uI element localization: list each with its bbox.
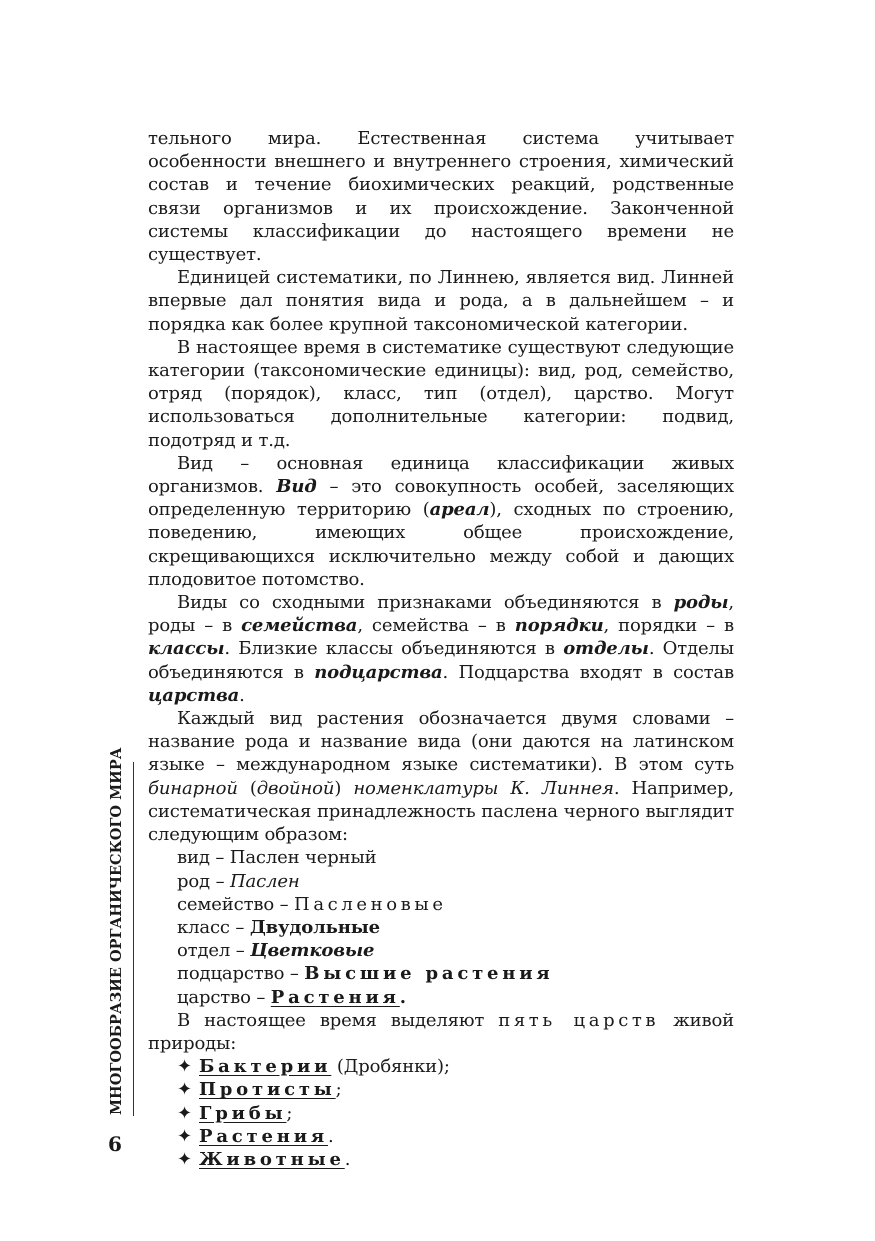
- text: (: [237, 777, 257, 799]
- term-vid: Вид: [276, 476, 317, 498]
- label: род –: [177, 870, 230, 892]
- kingdom-item-bacteria: [148, 1055, 734, 1078]
- term-otdely: отделы: [563, 638, 649, 660]
- kingdom-item-fungi: [148, 1102, 734, 1125]
- text: ), сходных по строению, поведению, имеющих общее происхождение, скрещивающихся исключительно между собой и дающих плодовитое потомство.: [148, 499, 734, 590]
- side-vertical-rule: [133, 762, 134, 1116]
- text: , порядки – в: [603, 615, 734, 637]
- text: Вид – основная единица классификации живых организмов.: [148, 452, 734, 498]
- text: живой природы:: [148, 1009, 734, 1054]
- taxonomy-family: [148, 893, 734, 916]
- paragraph-6: [148, 707, 734, 846]
- term-areal: ареал: [429, 499, 490, 521]
- label: семейство –: [177, 893, 295, 915]
- value: Паслен черный: [229, 847, 377, 869]
- paragraph-7: [148, 1009, 734, 1055]
- text: , семейства – в: [357, 615, 515, 637]
- text: . Например, систематическая принадлежность паслена черного выглядит следующим образом:: [148, 777, 734, 846]
- taxonomy-kingdom: [148, 986, 734, 1009]
- term-klassy: классы: [148, 638, 225, 660]
- term-podtsarstva: подцарства: [314, 661, 443, 683]
- kingdom-suffix: ;: [335, 1079, 342, 1101]
- side-section-title: МНОГООБРАЗИЕ ОРГАНИЧЕСКОГО МИРА: [108, 747, 125, 1115]
- term-semeystva: семейства: [241, 615, 358, 637]
- kingdom-name: Бактерии: [199, 1056, 332, 1078]
- label: класс –: [177, 916, 250, 938]
- term-poryadki: порядки: [514, 615, 604, 637]
- term-five-kingdoms: пять царств: [498, 1009, 660, 1031]
- kingdom-suffix: (Дробянки);: [331, 1056, 450, 1078]
- kingdom-suffix: .: [328, 1125, 334, 1147]
- taxonomy-class: [148, 916, 734, 939]
- value: Паслен: [230, 870, 300, 892]
- paragraph-1: тельного мира. Естественная система учитывает особенности внешнего и внутреннего строения, химический состав и течение биохимических реакций, родственные связи организмов и их происхождение. Законченной системы классификации до настоящего времени не существует.: [148, 128, 734, 266]
- text: .: [239, 684, 245, 706]
- kingdom-name: Протисты: [199, 1079, 336, 1101]
- text: ): [334, 777, 354, 799]
- star-bullet-icon: ✦: [177, 1102, 192, 1124]
- kingdom-suffix: ;: [286, 1102, 293, 1124]
- kingdom-item-protists: [148, 1078, 734, 1101]
- text: . Подцарства входят в состав: [442, 661, 734, 683]
- period: .: [399, 986, 406, 1008]
- term-binary: бинарной: [148, 777, 238, 799]
- star-bullet-icon: ✦: [177, 1079, 192, 1101]
- text: – это совокупность особей, заселяющих определенную территорию (: [148, 476, 734, 521]
- star-bullet-icon: ✦: [177, 1148, 192, 1170]
- paragraph-4: [148, 452, 734, 591]
- term-tsarstva: царства: [148, 684, 240, 706]
- paragraph-2: Единицей систематики, по Линнею, является вид. Линней впервые дал понятия вида и рода, а в дальнейшем – и порядка как более крупной таксономической категории.: [148, 267, 734, 335]
- taxonomy-species: [148, 846, 734, 869]
- value: Цветковые: [250, 940, 375, 962]
- text: . Близкие классы объединяются в: [224, 638, 564, 660]
- value: Двудольные: [249, 916, 380, 938]
- taxonomy-genus: [148, 870, 734, 893]
- kingdom-item-animals: [148, 1148, 734, 1171]
- term-nomenclature: номенклатуры К. Линнея: [353, 777, 614, 799]
- paragraph-3: В настоящее время в систематике существуют следующие категории (таксономические единицы): вид, род, семейство, отряд (порядок), класс, тип (отдел), царство. Могут использоваться дополнительные категории: подвид, подотряд и т.д.: [148, 336, 734, 451]
- value: Растения: [270, 986, 400, 1008]
- taxonomy-division: [148, 939, 734, 962]
- page-number: 6: [108, 1132, 122, 1156]
- text: Виды со сходными признаками объединяются в: [177, 592, 674, 614]
- kingdom-item-plants: [148, 1125, 734, 1148]
- kingdom-name: Грибы: [199, 1102, 287, 1124]
- star-bullet-icon: ✦: [177, 1056, 192, 1078]
- kingdom-name: Животные: [199, 1148, 345, 1170]
- term-rody: роды: [673, 592, 729, 614]
- label: отдел –: [177, 940, 251, 962]
- value: Пасленовые: [294, 893, 447, 915]
- text: . Отделы объединяются в: [148, 638, 734, 683]
- star-bullet-icon: ✦: [177, 1125, 192, 1147]
- taxonomy-subkingdom: [148, 962, 734, 985]
- kingdom-name: Растения: [199, 1125, 328, 1147]
- text: В настоящее время выделяют: [177, 1009, 499, 1031]
- label: царство –: [177, 986, 271, 1008]
- kingdom-suffix: .: [344, 1148, 351, 1170]
- page-body: [148, 127, 734, 1171]
- term-double: двойной: [256, 777, 335, 799]
- text: , роды – в: [148, 592, 734, 637]
- paragraph-5: [148, 591, 734, 707]
- label: вид –: [177, 847, 230, 869]
- label: подцарство –: [177, 963, 305, 985]
- value: Высшие растения: [304, 963, 554, 985]
- text: Каждый вид растения обозначается двумя словами – название рода и название вида (они даются на латинском языке – международном языке систематики). В этом суть: [148, 708, 734, 776]
